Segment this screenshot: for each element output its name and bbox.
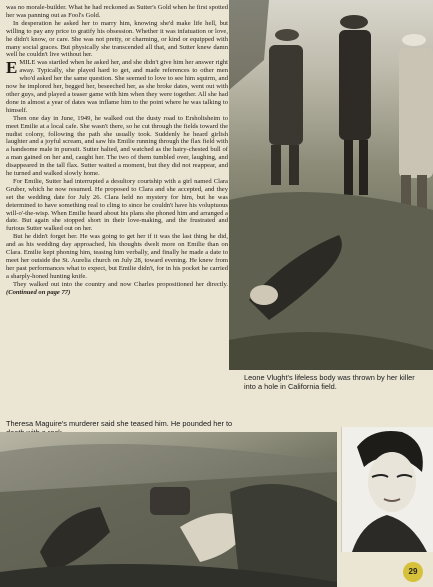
continued-note: (Continued on page 77) [6,288,71,296]
article-column [6,4,228,416]
crime-scene-photo-top [229,0,433,370]
article-paragraph: In desperation he asked her to marry him, knowing she'd make life hell, but willing to pay any price to gratify his obsession. Whether it was infatuation or love, he didn't know, or care. She was not pretty, or charming, or kind or equipped with many social graces. But physically she transcended all that, and Sutter knew damn well he couldn't live without her. [6,19,228,59]
photo-caption-bottom: Theresa Maguire's murderer said she teased him. He pounded her to [6,419,233,428]
article-paragraph [6,281,228,297]
page-number: 29 [403,562,423,582]
article-paragraph: was no morale-builder. What he had reckoned as Sutter's Gold when he first spotted her was panning out as Fool's Gold. [6,4,228,19]
victim-portrait-photo [341,427,433,552]
article-paragraph-text: They walked out into the country and now Charles propositioned her directly. [13,280,228,288]
crime-scene-photo-bottom [0,432,337,587]
photo-illustration [229,0,433,370]
article-paragraph: But he didn't forget her. He was going to get her if it was the last thing he did, and as his wedding day approached, his thoughts dwelt more on Emilie than on Clara. Emilie kept phoning him, teasing him verbally, and finally he made a date to meet her outside the St. Aurelia church on July 28, toward evening. He knew from her past performances what to expect, but Emilie didn't, for in his pocket he carried a sharply-honed hunting knife. [6,233,228,280]
drop-cap: E [6,58,18,78]
article-paragraph-dropcap [6,59,228,114]
article-paragraph-text: MILE was startled when he asked her, and she didn't give him her answer right away. Typically, she played hard to get, and made references to other men who'd asked her the same question. She seemed to love to see him squirm, and now he implored her, begged her, beseeched her, as she broke dates, went out with other guys, and played a teaser game with him when they were together. All she had done in almost a year of dates was inflame him to the point where he was talking to himself. [6,59,228,114]
portrait-illustration [342,427,433,552]
article-paragraph: Then one day in June, 1949, he walked out the dusty road to Ersholtsheim to meet Emilie at a local cafe. She wasn't there, so he cut through the fields toward the nudist colony, following the path she usually took. Suddenly he heard girlish laughter and a joyful scream, and saw his Emilie running through the flax field with a handsome male in pursuit. Sutter halted, and watched as the hairy-chested bull of a man gained on her and, caught her. The two of them tumbled over, laughing, and disappeared in the tall flax. Sutter waited a moment, but they did not reappear, and he turned and walked slowly home. [6,114,228,178]
photo-caption-top: Leone Vlught's lifeless body was thrown by her killer into a hole in California field. [244,373,415,392]
photo-illustration [0,432,337,587]
article-paragraph: For Emilie, Sutter had interrupted a desultory courtship with a girl named Clara Gruber, which he now resumed. He proposed to Clara and she accepted, and they set the wedding date for July 26. Clara held no mystery for him, but he was determined to have something real to cling to since he couldn't have his voluptuous will-o'-the-wisp. When Emilie heard about his plans she phoned him and arranged a date. But again she stopped short in their love-making, and the frustrated and furious Sutter walked out on her. [6,177,228,233]
